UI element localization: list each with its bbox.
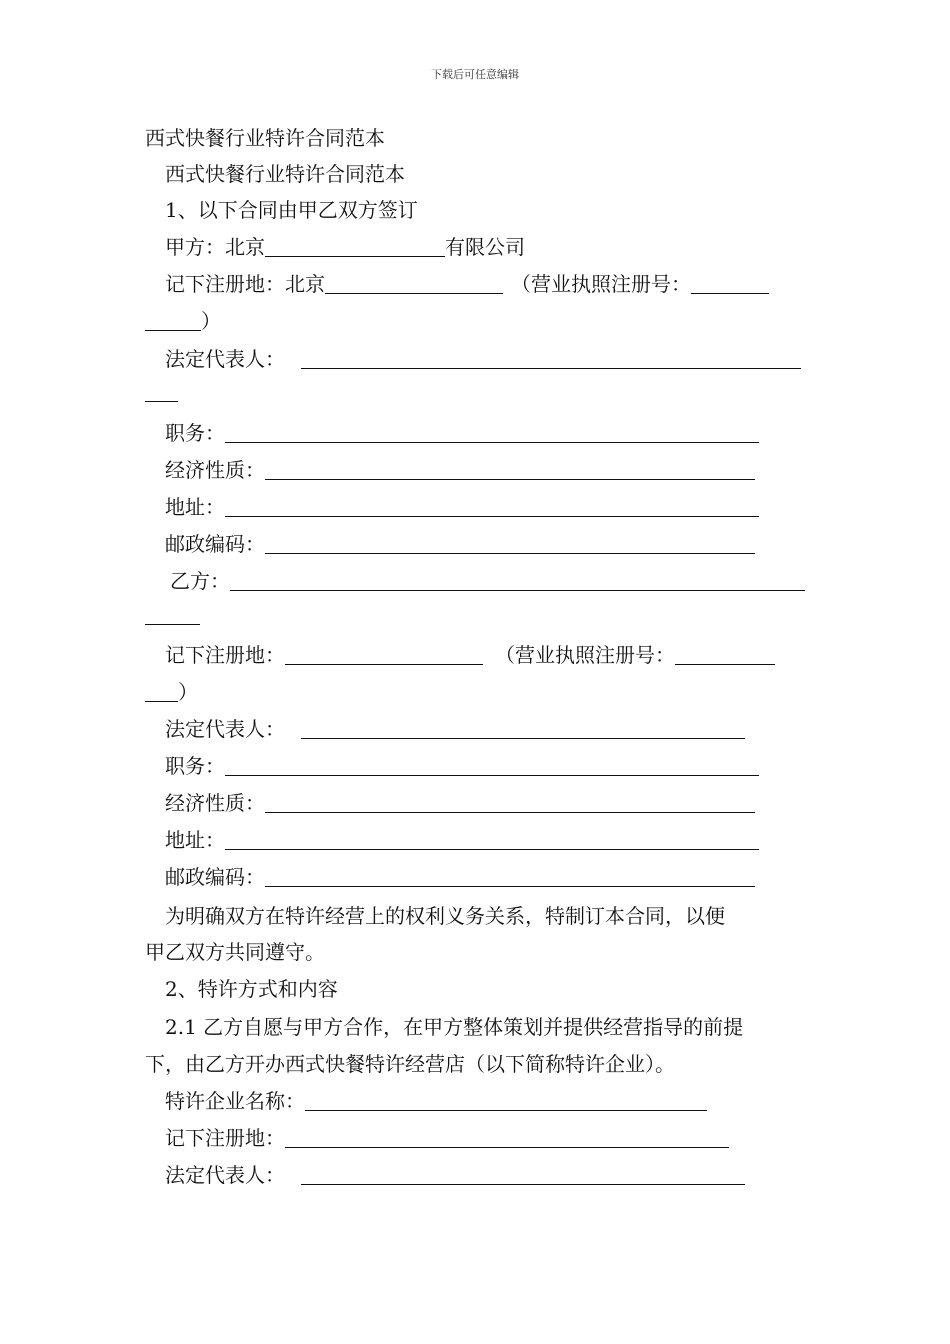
party-b-rep-row — [165, 715, 745, 743]
party-b-rep-label: 法定代表人： — [165, 717, 285, 741]
section-2-heading: 2、特许方式和内容 — [165, 977, 338, 1001]
party-b-license-cont — [145, 678, 198, 706]
party-b-blank[interactable] — [230, 570, 805, 591]
party-b-addr-blank[interactable] — [225, 829, 759, 850]
enterprise-rep-blank[interactable] — [301, 1164, 745, 1185]
party-b-nature-row — [165, 789, 755, 817]
party-b-license-label: （营业执照注册号： — [495, 643, 675, 667]
enterprise-name-label: 特许企业名称： — [165, 1089, 305, 1113]
party-b-title-blank[interactable] — [225, 755, 759, 776]
party-a-reg-row — [165, 270, 769, 298]
party-a-license-close: ） — [201, 309, 221, 333]
purpose-line-1: 为明确双方在特许经营上的权利义务关系，特制订本合同，以便 — [165, 904, 725, 928]
enterprise-reg-label: 记下注册地： — [165, 1126, 285, 1150]
party-a-license-blank[interactable] — [691, 273, 769, 294]
clause-2-1-line-2: 下，由乙方开办西式快餐特许经营店（以下简称特许企业）。 — [145, 1052, 675, 1076]
party-a-title-blank[interactable] — [225, 422, 759, 443]
party-a-license-cont — [145, 307, 221, 335]
party-b-title-row — [165, 752, 759, 780]
party-a-addr-label: 地址： — [165, 495, 225, 519]
party-a-title-row — [165, 419, 759, 447]
section-1-heading: 1、以下合同由甲乙双方签订 — [165, 198, 418, 222]
party-b-addr-row — [165, 826, 759, 854]
party-a-zip-label: 邮政编码： — [165, 532, 265, 556]
party-b-row — [170, 567, 805, 595]
party-a-rep-label: 法定代表人： — [165, 347, 285, 371]
party-b-rep-blank[interactable] — [301, 718, 745, 739]
party-a-reg-label: 记下注册地：北京 — [165, 272, 325, 296]
party-a-rep-row — [165, 345, 801, 373]
party-a-nature-row — [165, 456, 755, 484]
party-b-nature-label: 经济性质： — [165, 791, 265, 815]
enterprise-reg-row — [165, 1124, 729, 1152]
enterprise-name-row — [165, 1087, 707, 1115]
party-b-title-label: 职务： — [165, 754, 225, 778]
party-a-license-blank-2[interactable] — [145, 310, 201, 331]
party-a-row — [165, 233, 525, 261]
party-a-reg-blank[interactable] — [325, 273, 503, 294]
party-a-addr-row — [165, 493, 759, 521]
party-b-addr-label: 地址： — [165, 828, 225, 852]
purpose-line-2: 甲乙双方共同遵守。 — [145, 940, 325, 964]
party-b-license-close: ） — [178, 680, 198, 704]
enterprise-reg-blank[interactable] — [285, 1127, 729, 1148]
party-b-reg-row — [165, 641, 775, 669]
party-a-zip-blank[interactable] — [265, 533, 755, 554]
document-title: 西式快餐行业特许合同范本 — [145, 126, 385, 150]
party-b-license-blank-2[interactable] — [145, 681, 178, 702]
party-b-reg-blank[interactable] — [285, 644, 483, 665]
party-b-nature-blank[interactable] — [265, 792, 755, 813]
party-a-license-label: （营业执照注册号： — [511, 272, 691, 296]
page-header-note: 下载后可任意编辑 — [431, 68, 519, 81]
party-a-title-label: 职务： — [165, 421, 225, 445]
party-a-nature-label: 经济性质： — [165, 458, 265, 482]
enterprise-rep-label: 法定代表人： — [165, 1163, 285, 1187]
party-b-reg-label: 记下注册地： — [165, 643, 285, 667]
party-b-license-blank[interactable] — [675, 644, 775, 665]
enterprise-name-blank[interactable] — [305, 1090, 707, 1111]
clause-2-1-line-1: 2.1 乙方自愿与甲方合作，在甲方整体策划并提供经营指导的前提 — [165, 1015, 744, 1039]
document-subtitle: 西式快餐行业特许合同范本 — [165, 162, 405, 186]
party-a-suffix: 有限公司 — [445, 235, 525, 259]
party-b-zip-blank[interactable] — [265, 866, 755, 887]
party-a-addr-blank[interactable] — [225, 496, 759, 517]
party-a-zip-row — [165, 530, 755, 558]
party-a-nature-blank[interactable] — [265, 459, 755, 480]
party-a-label: 甲方：北京 — [165, 235, 265, 259]
party-b-zip-label: 邮政编码： — [165, 865, 265, 889]
party-a-rep-blank-cont[interactable] — [145, 401, 178, 402]
party-a-blank[interactable] — [265, 236, 445, 257]
party-a-rep-blank[interactable] — [301, 348, 801, 369]
enterprise-rep-row — [165, 1161, 745, 1189]
party-b-zip-row — [165, 863, 755, 891]
party-b-label: 乙方： — [170, 569, 230, 593]
party-b-blank-cont[interactable] — [145, 624, 200, 625]
